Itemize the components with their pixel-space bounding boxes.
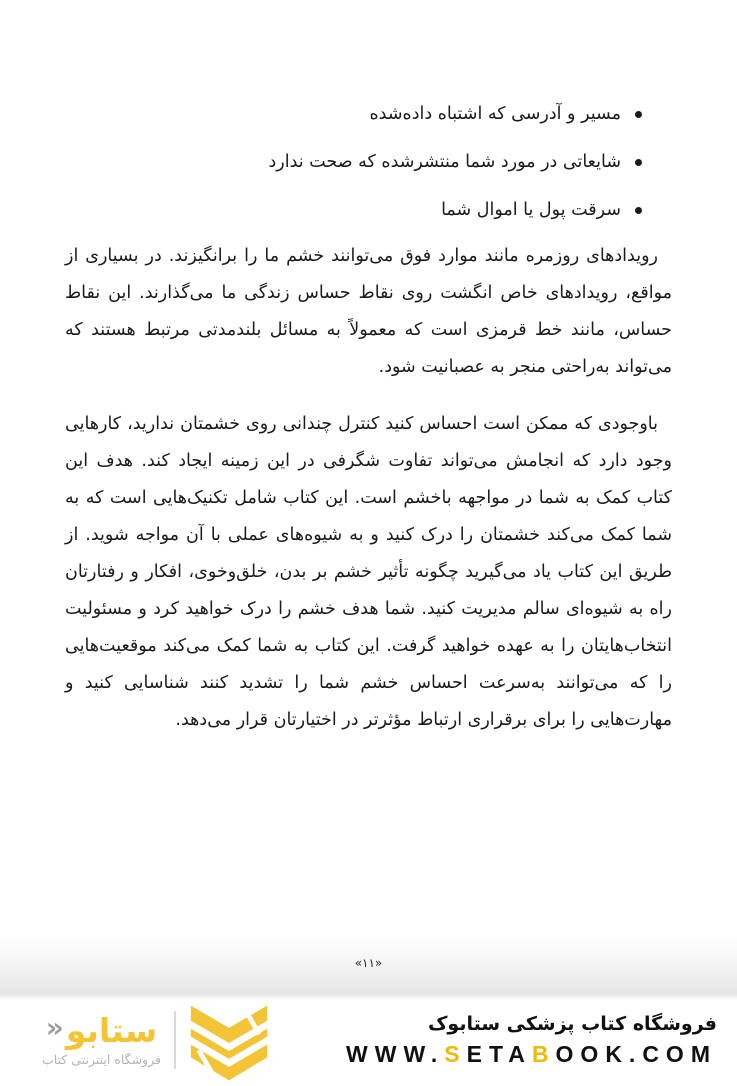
bullet-text: شایعاتی در مورد شما منتشرشده که صحت ندارد [268,152,621,172]
bullet-dot-icon [635,159,642,166]
page-number: «۱۱» [354,956,383,970]
logo-wordmark-block [42,1010,161,1067]
list-item [65,186,642,234]
url-segment: ETA [466,1041,532,1068]
paragraph: رویدادهای روزمره مانند موارد فوق می‌توانند خشم ما را برانگیزند. در بسیاری از مواقع، رویدادهای خاص انگشت روی نقاط حساس زندگی ما می‌گذارند. این نقاط حساس، مانند خط قرمزی است که معمولاً به مسائل بلندمدتی مرتبط هستند که می‌تواند به‌راحتی منجر به عصبانیت شود. [65,246,672,377]
url-segment: WWW. [346,1041,445,1068]
double-chevron-down-icon [189,1004,269,1086]
bullet-list [65,90,672,234]
setabook-logo[interactable] [42,1004,269,1076]
logo-wordmark: ستابو [65,1010,158,1050]
bullet-dot-icon [635,111,642,118]
website-url[interactable] [346,1041,717,1068]
paragraph: باوجودی که ممکن است احساس کنید کنترل چندانی روی خشمتان ندارید، کارهایی وجود دارد که انجامش می‌تواند تفاوت شگرفی در این زمینه ایجاد کند. هدف این کتاب کمک به شما در مواجهه باخشم است. این کتاب شامل تکنیک‌هایی است که به شما کمک می‌کند خشمتان را درک کنید و به شیوه‌های عملی با آن مواجه شوید. از طریق این کتاب یاد می‌گیرید چگونه تأثیر خشم بر بدن، خلق‌وخوی، افکار و رفتارتان راه به شیوه‌ای سالم مدیریت کنید. شما هدف خشم را درک خواهید کرد و مسئولیت انتخاب‌هایتان را به عهده خواهید گرفت. این کتاب به شما کمک می‌کند موقعیت‌هایی را که می‌توانند به‌سرعت احساس خشم شما را تشدید کنند شناسایی کنید و مهارت‌هایی را برای برقراری ارتباط مؤثرتر در اختیارتان قرار می‌دهد. [65,414,672,730]
logo-guillemet-icon: « [45,1011,64,1044]
logo-tagline: فروشگاه اینترنتی کتاب [42,1051,161,1067]
bullet-text: مسیر و آدرسی که اشتباه داده‌شده [369,104,621,124]
site-footer [0,1000,737,1080]
url-segment: OOK.COM [555,1041,717,1068]
logo-divider [174,1011,176,1069]
list-item [65,138,642,186]
url-segment-accent: S [444,1041,467,1068]
list-item [65,90,642,138]
page-content [65,90,672,739]
footer-branding [346,1012,717,1069]
bullet-text: سرقت پول یا اموال شما [441,200,621,220]
logo-wordmark-row [45,1010,158,1050]
bullet-dot-icon [635,207,642,214]
store-title: فروشگاه کتاب پزشکی ستابوک [427,1012,717,1035]
url-segment-accent: B [531,1041,556,1068]
page-bottom-shadow [0,936,737,1000]
